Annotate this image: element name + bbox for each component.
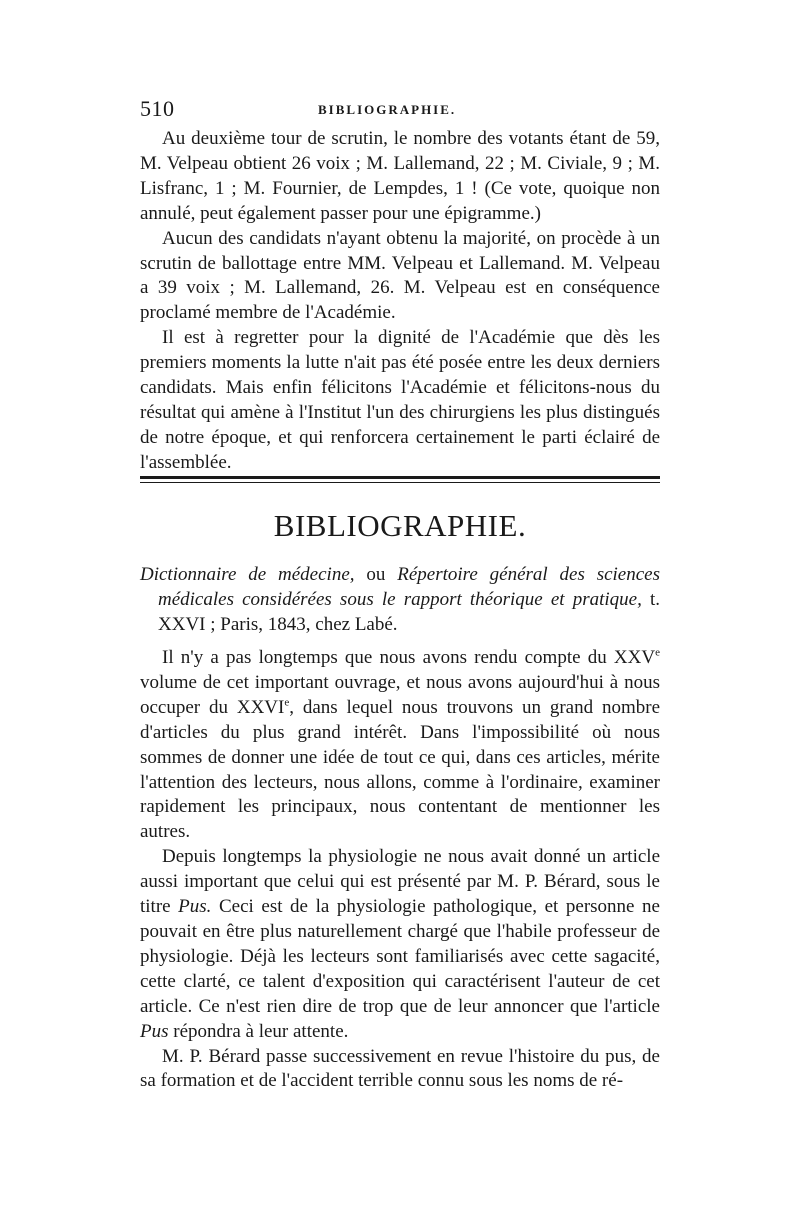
text-run: , dans lequel nous trouvons un grand nombre d'articles du plus grand intérêt. Dans l'impossibilité où nous sommes de donner une idée de tout ce qui, dans ces articles, mérite l'attention des lecteurs, nous allons, comme à l'ordinaire, examiner rapidement les principaux, nous contentant de mentionner les autres. bbox=[140, 696, 660, 843]
citation-subtitle: Répertoire général des sciences médicales considérées sous le rapport théorique et pratique, bbox=[158, 564, 661, 610]
paragraph: Au deuxième tour de scrutin, le nombre des votants étant de 59, M. Velpeau obtient 26 voix ; M. Lallemand, 22 ; M. Civiale, 9 ; M. Lisfranc, 1 ; M. Fournier, de Lempdes, 1 ! (Ce vote, quoique non annulé, peut également passer pour une épigramme.) bbox=[140, 128, 660, 224]
divider-thin-rule bbox=[140, 482, 660, 483]
italic-term: Pus. bbox=[178, 896, 212, 918]
running-head: BIBLIOGRAPHIE. bbox=[318, 102, 457, 117]
election-report bbox=[140, 127, 660, 476]
citation-details: t. XXVI ; Paris, 1843, chez Labé. bbox=[158, 588, 660, 635]
paragraph: Il est à regretter pour la dignité de l'Académie que dès les premiers moments la lutte n'ait pas été posée entre les deux derniers candidats. Mais enfin félicitons l'Académie et félicitons-nous du résultat qui amène à l'Institut l'un des chirurgiens les plus distingués de notre époque, et qui renforcera certainement le parti éclairé de l'assemblée. bbox=[140, 327, 660, 473]
review-body bbox=[140, 646, 660, 1094]
book-citation bbox=[140, 563, 660, 638]
citation-connector: ou bbox=[354, 564, 398, 585]
paragraph bbox=[140, 845, 660, 1044]
section-divider bbox=[140, 476, 660, 483]
text-run: Depuis longtemps la physiologie ne nous avait donné un article aussi important que celui qui est présenté par M. P. Bérard, sous le titre bbox=[140, 846, 660, 918]
section-title: BIBLIOGRAPHIE. bbox=[273, 508, 527, 543]
citation-entry bbox=[140, 563, 660, 638]
paragraph: M. P. Bérard passe successivement en revue l'histoire du pus, de sa formation et de l'accident terrible connu sous les noms de ré- bbox=[140, 1045, 660, 1092]
text-run: Ceci est de la physiologie pathologique, et personne ne pouvait en être plus naturellement chargé que l'habile professeur de physiologie. Déjà les lecteurs sont familiarisés avec cette sagacité, cette clarté, ce talent d'exposition qui caractérisent l'auteur de cet article. Ce n'est rien dire de trop que de leur annoncer que l'article bbox=[140, 896, 660, 1017]
page-number: 510 bbox=[140, 96, 175, 121]
page-header bbox=[140, 96, 660, 126]
text-run: Il n'y a pas longtemps que nous avons rendu compte du XXV bbox=[162, 647, 656, 668]
text-run: répondra à leur attente. bbox=[168, 1020, 349, 1042]
superscript: e bbox=[655, 646, 660, 659]
superscript: e bbox=[284, 696, 290, 709]
paragraph bbox=[140, 646, 660, 845]
citation-title: Dictionnaire de médecine, bbox=[140, 564, 355, 585]
paragraph: Aucun des candidats n'ayant obtenu la majorité, on procède à un scrutin de ballottage entre MM. Velpeau et Lallemand. M. Velpeau a 39 voix ; M. Lallemand, 26. M. Velpeau est en conséquence proclamé membre de l'Académie. bbox=[140, 227, 660, 324]
text-run: volume de cet important ouvrage, et nous avons aujourd'hui à nous occuper du XXVI bbox=[140, 671, 660, 718]
italic-term: Pus bbox=[140, 1020, 169, 1042]
